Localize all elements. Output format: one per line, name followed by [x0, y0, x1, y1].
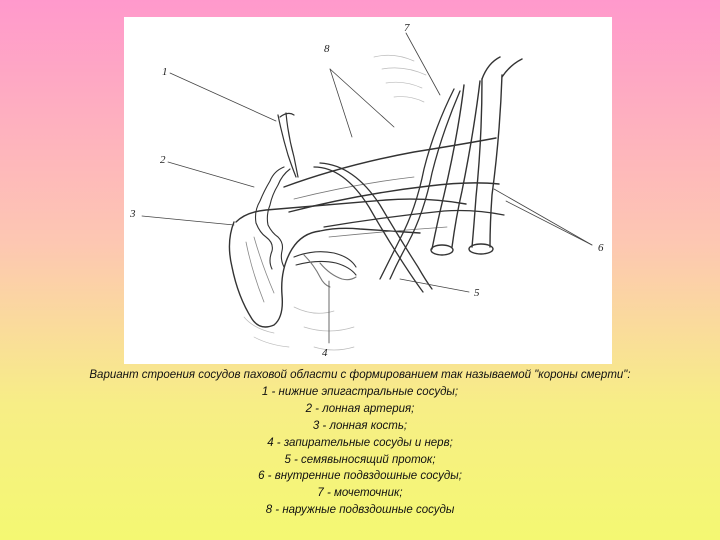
- figure-numbers: [129, 22, 604, 359]
- label-number-8: 8: [324, 43, 330, 55]
- label-number-6: 6: [598, 242, 604, 254]
- pubic-artery: [256, 167, 291, 269]
- caption-item: 8 - наружные подвздошные сосуды: [265, 504, 455, 517]
- label-number-5: 5: [474, 287, 480, 299]
- tissue-hatching: [244, 55, 426, 350]
- label-number-7: 7: [404, 22, 410, 34]
- pubic-bone: [229, 199, 466, 327]
- external-iliac-vessels: [284, 138, 504, 237]
- inferior-epigastric-vessels: [278, 113, 298, 177]
- caption-item: 6 - внутренние подвздошные сосуды;: [258, 470, 462, 483]
- caption-item: 4 - запирательные сосуды и нерв;: [267, 436, 453, 449]
- anatomy-drawing: [124, 17, 612, 364]
- caption-item: 5 - семявыносящий проток;: [284, 453, 436, 466]
- internal-iliac-vessels: [431, 57, 522, 255]
- caption-item: 1 - нижние эпигастральные сосуды;: [261, 385, 459, 398]
- anatomy-illustration: [124, 17, 612, 364]
- caption-item: 3 - лонная кость;: [312, 419, 408, 432]
- figure-caption: [40, 367, 680, 519]
- caption-item: 2 - лонная артерия;: [305, 402, 415, 415]
- caption-title: Вариант строения сосудов паховой области с формированием так называемой "короны смерти":: [89, 369, 631, 381]
- obturator-vessels: [294, 252, 356, 287]
- label-number-4: 4: [322, 347, 328, 359]
- label-number-1: 1: [162, 66, 168, 78]
- label-number-2: 2: [160, 154, 166, 166]
- caption-item: 7 - мочеточник;: [317, 487, 403, 500]
- label-number-3: 3: [130, 208, 136, 220]
